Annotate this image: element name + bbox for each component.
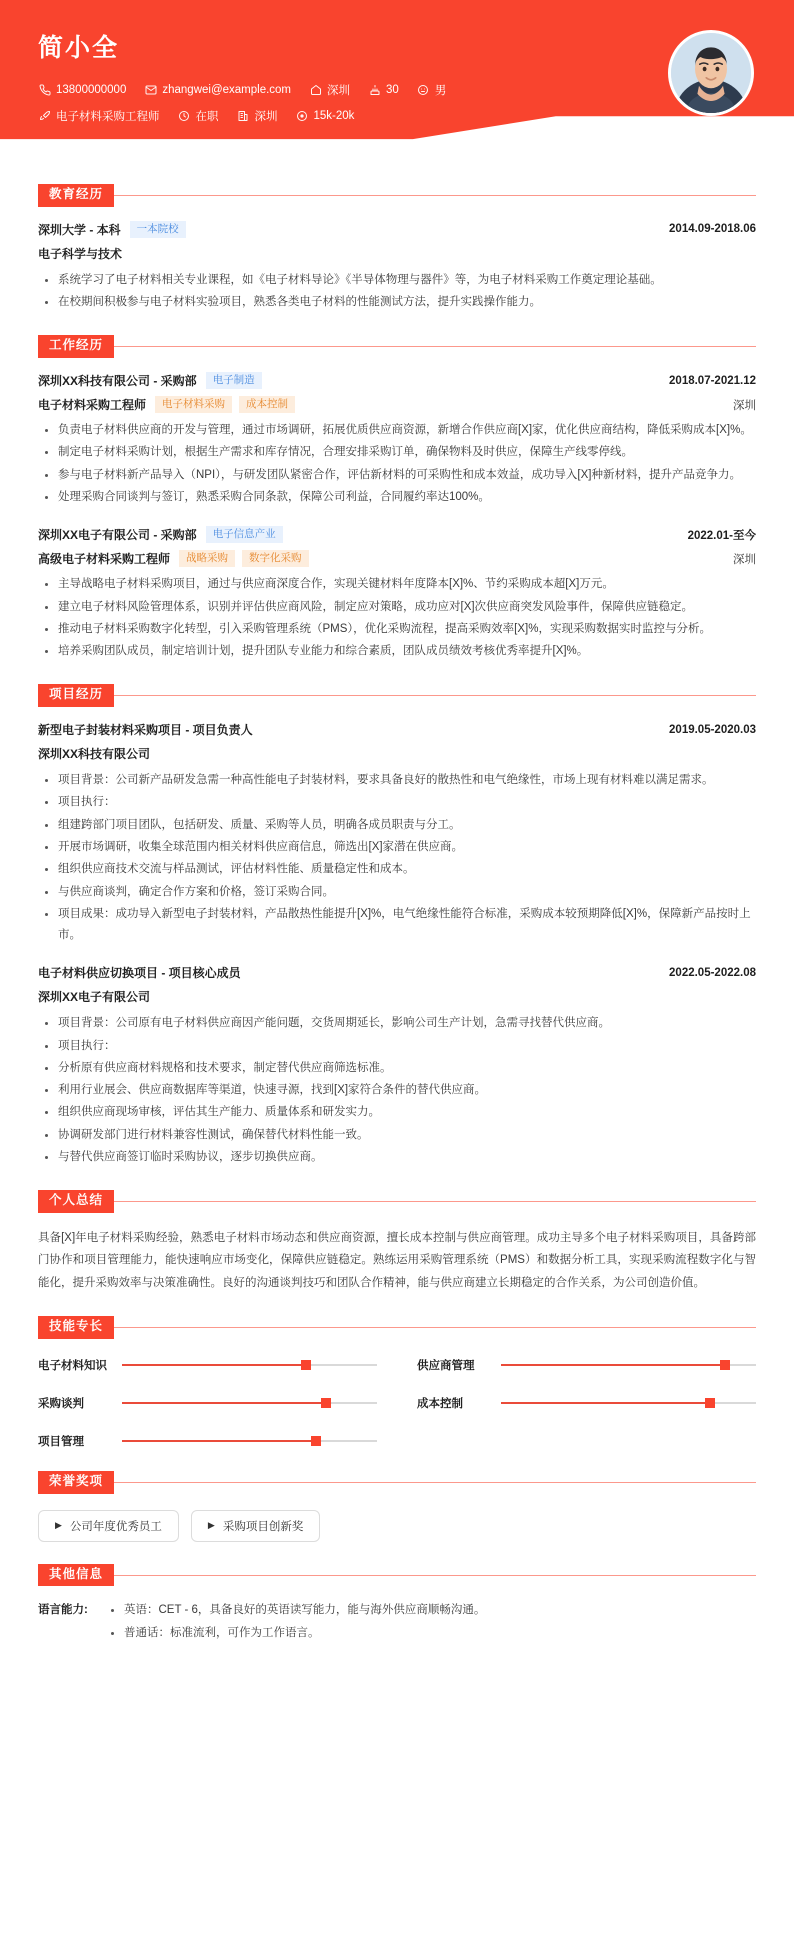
education-entry-header: [38, 221, 756, 238]
list-item: 系统学习了电子材料相关专业课程，如《电子材料导论》《半导体物理与器件》等，为电子材料采购工作奠定理论基础。: [42, 270, 756, 291]
work-entry: [38, 372, 756, 508]
language-label: 语言能力:: [38, 1604, 88, 1617]
education-school: 深圳大学 - 本科: [38, 222, 121, 237]
desired-position-text: 电子材料采购工程师: [56, 111, 160, 123]
section-rule: [114, 1327, 756, 1328]
project-date: 2022.05-2022.08: [669, 966, 756, 979]
skill-knob[interactable]: [321, 1398, 331, 1408]
salary-icon: [296, 110, 309, 123]
skill-knob[interactable]: [301, 1360, 311, 1370]
home-icon: [309, 84, 322, 97]
work-bullets: [42, 420, 756, 508]
work-entry-subheader: [38, 396, 756, 413]
gender-icon: [417, 84, 430, 97]
project-entry-header: [38, 721, 756, 738]
skill-label: 供应商管理: [417, 1359, 475, 1372]
list-item: 培养采购团队成员，制定培训计划，提升团队专业能力和综合素质，团队成员绩效考核优秀率提升[X]%。: [42, 641, 756, 662]
section-header-work: [38, 335, 756, 358]
skill-label: 项目管理: [38, 1435, 84, 1448]
project-company: 深圳XX电子有限公司: [38, 990, 151, 1005]
section-title-honors: 荣誉奖项: [38, 1471, 114, 1494]
project-bullets: [42, 770, 756, 946]
contact-city-text: 深圳: [327, 85, 351, 97]
section-title-education: 教育经历: [38, 184, 114, 207]
list-item: 项目执行：: [42, 1036, 756, 1057]
section-other: [38, 1564, 756, 1645]
list-item: 主导战略电子材料采购项目，通过与供应商深度合作，实现关键材料年度降本[X]%、节约采购成本超[X]万元。: [42, 574, 756, 595]
section-header-honors: [38, 1471, 756, 1494]
list-item: 项目执行：: [42, 792, 756, 813]
section-education: [38, 184, 756, 313]
contact-email: [144, 84, 291, 97]
skill-knob[interactable]: [705, 1398, 715, 1408]
section-skills: [38, 1316, 756, 1449]
contact-city: [309, 82, 350, 98]
section-header-skills: [38, 1316, 756, 1339]
list-item: 推动电子材料采购数字化转型，引入采购管理系统（PMS），优化采购流程，提高采购效率[X]%，实现采购数据实时监控与分析。: [42, 619, 756, 640]
work-job-title: 高级电子材料采购工程师: [38, 552, 171, 567]
list-item: 组建跨部门项目团队，包括研发、质量、采购等人员，明确各成员职责与分工。: [42, 815, 756, 836]
education-date: 2014.09-2018.06: [669, 223, 756, 236]
work-date: 2022.01-至今: [687, 529, 756, 542]
section-title-work: 工作经历: [38, 335, 114, 358]
work-location: 深圳: [733, 553, 756, 566]
play-triangle-icon: ▶: [55, 1520, 62, 1531]
section-title-summary: 个人总结: [38, 1190, 114, 1213]
honor-chip[interactable]: [38, 1510, 179, 1542]
list-item: 协调研发部门进行材料兼容性测试，确保替代材料性能一致。: [42, 1125, 756, 1146]
contact-row-primary: [38, 82, 464, 98]
skill-fill: [122, 1402, 326, 1404]
list-item: 普通话：标准流利，可作为工作语言。: [108, 1623, 756, 1644]
contact-row-secondary: [38, 108, 464, 124]
skills-grid: [38, 1353, 756, 1449]
education-major: 电子科学与技术: [38, 246, 123, 261]
honors-list: [38, 1508, 756, 1542]
list-item: 利用行业展会、供应商数据库等渠道，快速寻源，找到[X]家符合条件的替代供应商。: [42, 1080, 756, 1101]
language-list: [108, 1600, 756, 1645]
list-item: 开展市场调研，收集全球范围内相关材料供应商信息，筛选出[X]家潜在供应商。: [42, 837, 756, 858]
skill-fill: [122, 1364, 306, 1366]
project-bullets: [42, 1013, 756, 1168]
skill-slider[interactable]: [501, 1402, 756, 1404]
section-title-projects: 项目经历: [38, 684, 114, 707]
list-item: 参与电子材料新产品导入（NPI），与研发团队紧密合作，评估新材料的可采购性和成本效益，成功导入[X]种新材料，提升产品竞争力。: [42, 465, 756, 486]
skill-fill: [501, 1364, 725, 1366]
desired-city: [237, 108, 278, 124]
work-bullets: [42, 574, 756, 662]
skill-label: 电子材料知识: [38, 1359, 107, 1372]
work-industry-tag: 电子制造: [206, 372, 262, 389]
work-date: 2018.07-2021.12: [669, 374, 756, 387]
section-honors: [38, 1471, 756, 1542]
list-item: 与替代供应商签订临时采购协议，逐步切换供应商。: [42, 1147, 756, 1168]
contact-gender-text: 男: [434, 85, 447, 97]
project-entry-header: [38, 964, 756, 981]
honor-label: 采购项目创新奖: [222, 1520, 304, 1533]
project-name: 新型电子封装材料采购项目 - 项目负责人: [38, 723, 253, 738]
section-work: [38, 335, 756, 662]
section-title-skills: 技能专长: [38, 1316, 114, 1339]
skill-row: [38, 1357, 377, 1373]
skill-slider[interactable]: [501, 1364, 756, 1366]
skill-row: [38, 1395, 377, 1411]
skill-row: [38, 1433, 377, 1449]
job-status-text: 在职: [195, 111, 219, 123]
skill-slider[interactable]: [122, 1364, 377, 1366]
section-header-education: [38, 184, 756, 207]
section-summary: [38, 1190, 756, 1294]
phone-icon: [38, 84, 51, 97]
section-rule: [114, 1575, 756, 1576]
page-title: 简小全: [38, 34, 120, 62]
skill-fill: [122, 1440, 316, 1442]
education-entry: [38, 221, 756, 314]
job-status: [178, 108, 219, 124]
cake-icon: [368, 84, 381, 97]
work-entry: [38, 526, 756, 662]
section-rule: [114, 1482, 756, 1483]
other-info-row: [38, 1600, 756, 1645]
desired-city-text: 深圳: [254, 111, 278, 123]
list-item: 项目背景：公司新产品研发急需一种高性能电子封装材料，要求具备良好的散热性和电气绝缘性，市场上现有材料难以满足需求。: [42, 770, 756, 791]
honor-label: 公司年度优秀员工: [69, 1520, 162, 1533]
skill-knob[interactable]: [311, 1436, 321, 1446]
list-item: 组织供应商技术交流与样品测试，评估材料性能、质量稳定性和成本。: [42, 859, 756, 880]
list-item: 分析原有供应商材料规格和技术要求，制定替代供应商筛选标准。: [42, 1058, 756, 1079]
list-item: 与供应商谈判，确定合作方案和价格，签订采购合同。: [42, 882, 756, 903]
project-name: 电子材料供应切换项目 - 项目核心成员: [38, 966, 241, 981]
work-entry-header: [38, 372, 756, 389]
project-company: 深圳XX科技有限公司: [38, 747, 151, 762]
work-industry-tag: 电子信息产业: [206, 526, 283, 543]
list-item: 组织供应商现场审核，评估其生产能力、质量体系和研发实力。: [42, 1102, 756, 1123]
skill-slider[interactable]: [122, 1402, 377, 1404]
list-item: 建立电子材料风险管理体系，识别并评估供应商风险，制定应对策略，成功应对[X]次供应商突发风险事件，保障供应链稳定。: [42, 597, 756, 618]
section-rule: [114, 195, 756, 196]
skill-row: [417, 1357, 756, 1373]
project-entry: [38, 721, 756, 946]
skill-knob[interactable]: [720, 1360, 730, 1370]
header-info-block: [38, 24, 464, 134]
work-skill-tag: 数字化采购: [242, 550, 309, 567]
work-company: 深圳XX科技有限公司 - 采购部: [38, 374, 197, 389]
list-item: 项目背景：公司原有电子材料供应商因产能问题，交货周期延长，影响公司生产计划，急需寻找替代供应商。: [42, 1013, 756, 1034]
desired-salary-text: 15k-20k: [313, 110, 355, 122]
list-item: 在校期间积极参与电子材料实验项目，熟悉各类电子材料的性能测试方法，提升实践操作能力。: [42, 292, 756, 313]
section-header-summary: [38, 1190, 756, 1213]
work-entry-subheader: [38, 550, 756, 567]
list-item: 项目成果：成功导入新型电子封装材料，产品散热性能提升[X]%，电气绝缘性能符合标准，采购成本较预期降低[X]%，保障新产品按时上市。: [42, 904, 756, 947]
work-skill-tag: 电子材料采购: [155, 396, 232, 413]
summary-text: 具备[X]年电子材料采购经验，熟悉电子材料市场动态和供应商资源，擅长成本控制与供应商管理。成功主导多个电子材料采购项目，具备跨部门协作和项目管理能力，能快速响应市场变化，保障供应链稳定。熟练运用采购管理系统（PMS）和数据分析工具，实现采购流程数字化与智能化，提升采购效率与决策准确性。良好的沟通谈判技巧和团队合作精神，能与供应商建立长期稳定的合作关系，为公司创造价值。: [38, 1231, 756, 1289]
project-entry: [38, 964, 756, 1168]
building-icon: [237, 110, 250, 123]
work-location: 深圳: [733, 399, 756, 412]
work-skill-tag: 战略采购: [179, 550, 235, 567]
list-item: 制定电子材料采购计划，根据生产需求和库存情况，合理安排采购订单，确保物料及时供应，保障生产线零停线。: [42, 442, 756, 463]
section-title-other: 其他信息: [38, 1564, 114, 1587]
skill-label: 成本控制: [417, 1397, 463, 1410]
skill-label: 采购谈判: [38, 1397, 84, 1410]
section-rule: [114, 1201, 756, 1202]
status-icon: [178, 110, 191, 123]
work-company: 深圳XX电子有限公司 - 采购部: [38, 528, 197, 543]
resume-header: [0, 0, 794, 152]
section-rule: [114, 346, 756, 347]
avatar: [668, 30, 754, 116]
work-job-title: 电子材料采购工程师: [38, 398, 147, 413]
resume-body: [0, 152, 794, 1671]
contact-gender: [417, 82, 447, 98]
skill-slider[interactable]: [122, 1440, 377, 1442]
honor-chip[interactable]: [191, 1510, 320, 1542]
contact-phone-text: 13800000000: [56, 84, 127, 96]
skill-fill: [501, 1402, 710, 1404]
mail-icon: [144, 84, 157, 97]
list-item: 英语：CET - 6，具备良好的英语读写能力，能与海外供应商顺畅沟通。: [108, 1600, 756, 1621]
contact-age: [368, 84, 399, 97]
education-bullets: [42, 270, 756, 314]
rocket-icon: [38, 110, 51, 123]
desired-position: [38, 108, 160, 124]
contact-phone: [38, 84, 126, 97]
work-entry-header: [38, 526, 756, 543]
contact-age-text: 30: [386, 84, 399, 96]
education-tag: 一本院校: [130, 221, 186, 238]
contact-email-text: zhangwei@example.com: [162, 84, 292, 96]
work-skill-tag: 成本控制: [239, 396, 295, 413]
play-triangle-icon: ▶: [207, 1520, 215, 1531]
section-rule: [114, 695, 756, 696]
project-date: 2019.05-2020.03: [669, 723, 756, 736]
section-header-projects: [38, 684, 756, 707]
section-header-other: [38, 1564, 756, 1587]
list-item: 负责电子材料供应商的开发与管理，通过市场调研，拓展优质供应商资源，新增合作供应商[X]家，优化供应商结构，降低采购成本[X]%。: [42, 420, 756, 441]
list-item: 处理采购合同谈判与签订，熟悉采购合同条款，保障公司利益，合同履约率达100%。: [42, 487, 756, 508]
skill-row: [417, 1395, 756, 1411]
desired-salary: [296, 110, 355, 123]
section-projects: [38, 684, 756, 1168]
